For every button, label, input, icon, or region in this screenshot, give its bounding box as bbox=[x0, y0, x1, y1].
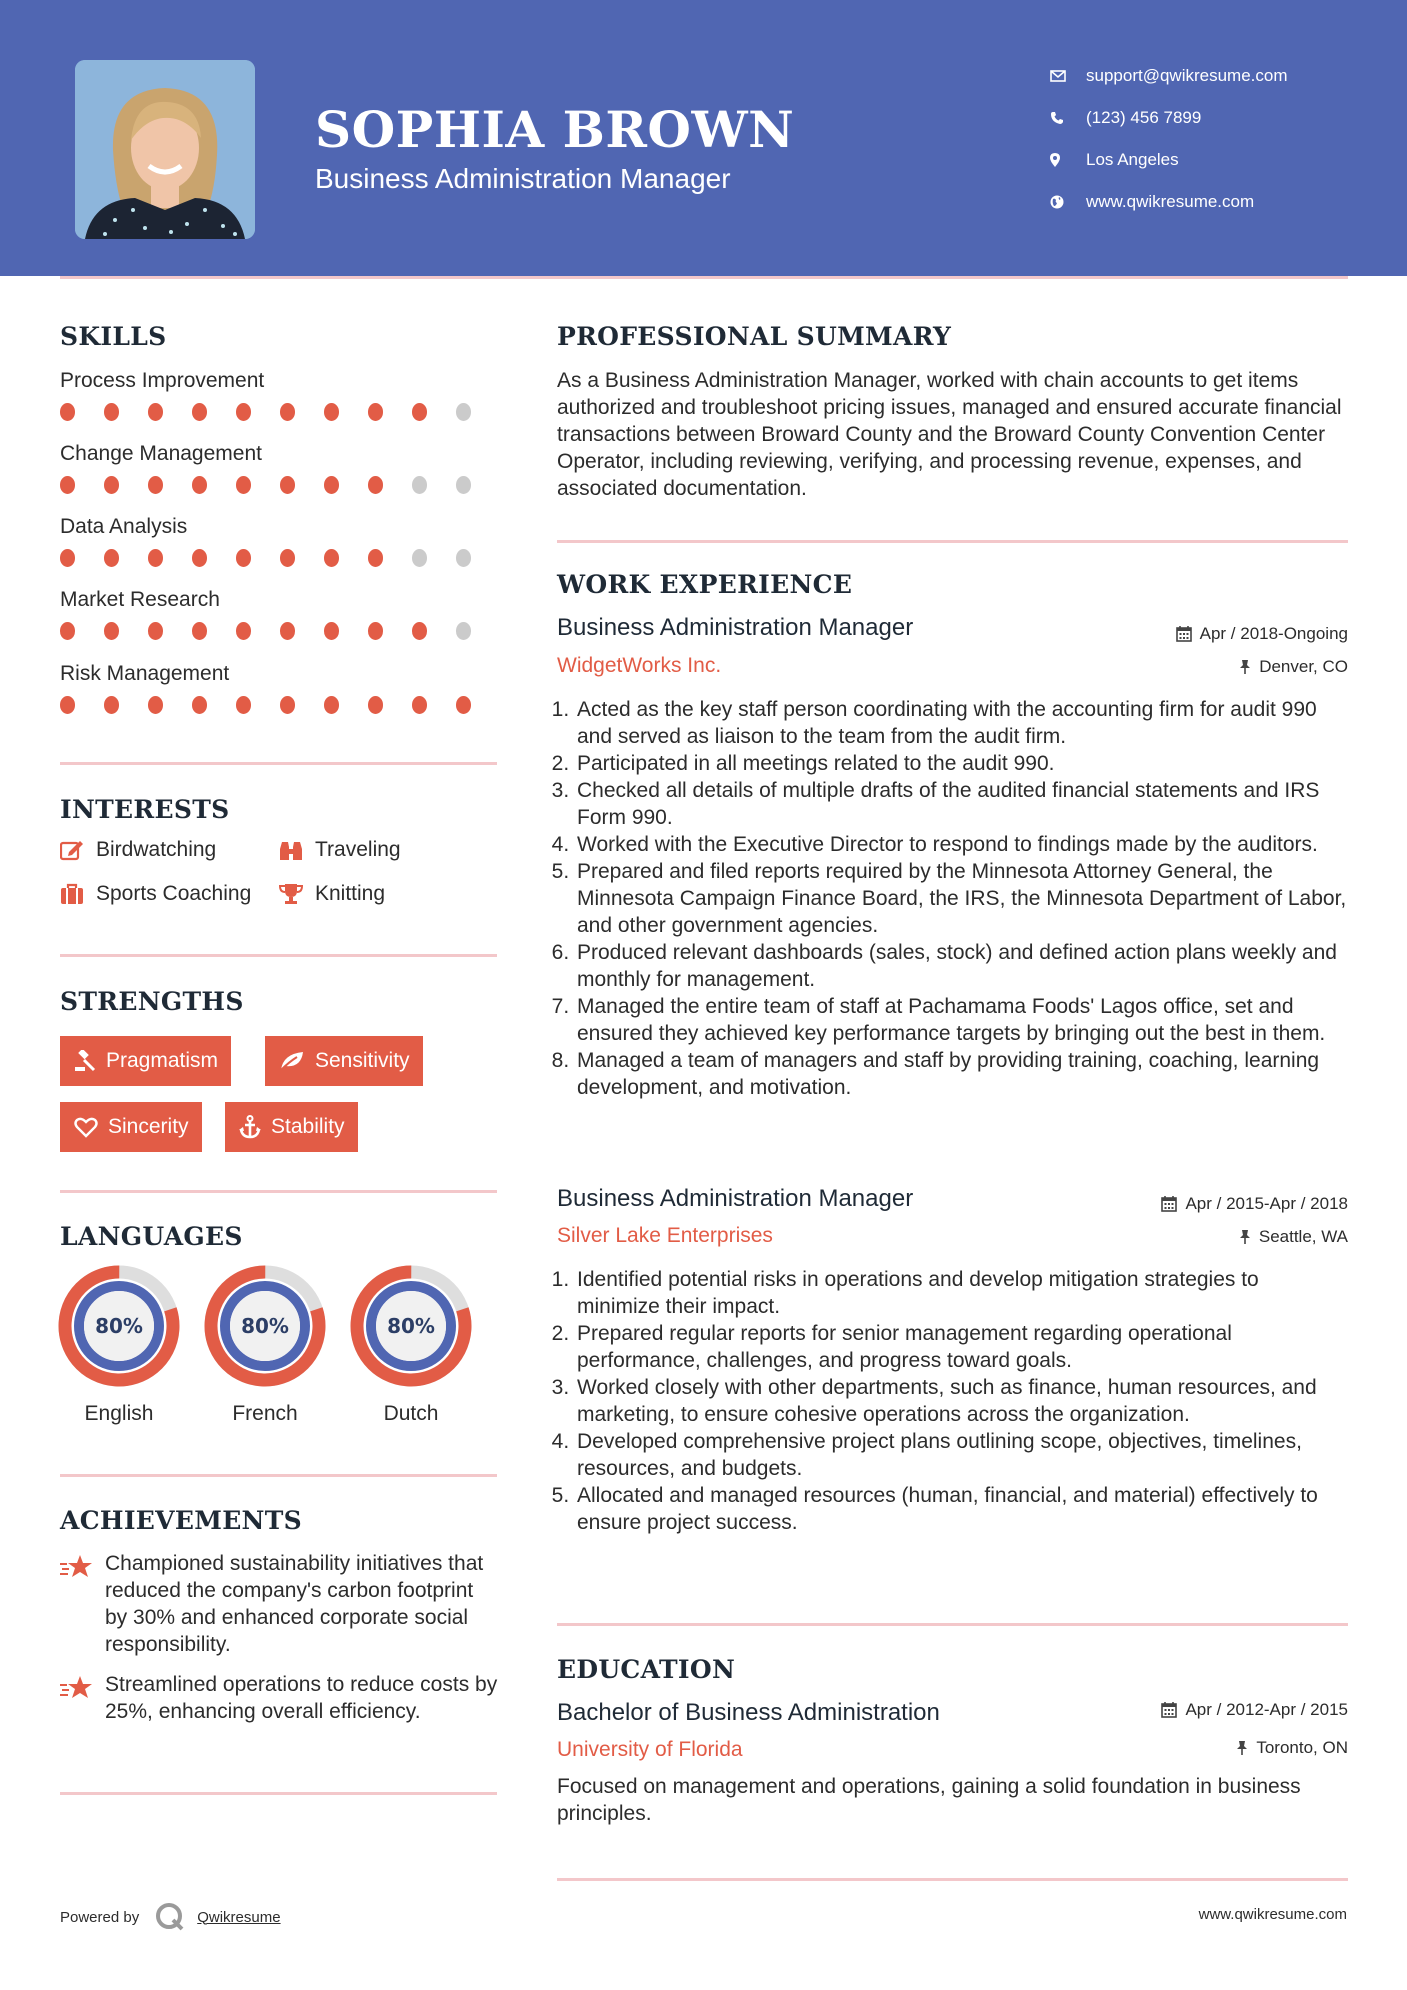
skill-name: Change Management bbox=[60, 442, 262, 465]
rating-dot-filled bbox=[104, 622, 119, 640]
rating-dot-filled bbox=[412, 403, 427, 421]
skill-rating bbox=[60, 622, 500, 640]
calendar-icon bbox=[1161, 1196, 1177, 1212]
rating-dot-empty bbox=[456, 476, 471, 494]
company-name: Silver Lake Enterprises bbox=[557, 1224, 773, 1247]
rating-dot-filled bbox=[104, 403, 119, 421]
rating-dot-filled bbox=[324, 696, 339, 714]
rating-dot-filled bbox=[60, 476, 75, 494]
gavel-icon bbox=[74, 1050, 96, 1072]
rating-dot-filled bbox=[148, 476, 163, 494]
rating-dot-filled bbox=[368, 549, 383, 567]
section-divider bbox=[60, 1792, 497, 1795]
skill-rating bbox=[60, 476, 500, 494]
header-divider bbox=[60, 276, 1348, 279]
language-gauge bbox=[58, 1265, 180, 1387]
rating-dot-filled bbox=[60, 696, 75, 714]
rating-dot-filled bbox=[60, 549, 75, 567]
skill-item bbox=[60, 442, 500, 494]
duty-item: 2. Participated in all meetings related to the audit 990. bbox=[575, 750, 1347, 777]
achievement-item bbox=[60, 1550, 500, 1658]
skill-item bbox=[60, 369, 500, 421]
contact-phone-text: (123) 456 7899 bbox=[1086, 108, 1202, 127]
rating-dot-filled bbox=[280, 622, 295, 640]
briefcase-icon bbox=[60, 883, 84, 905]
degree-title: Bachelor of Business Administration bbox=[557, 1699, 940, 1726]
skill-name: Market Research bbox=[60, 588, 220, 611]
contact-email-text: support@qwikresume.com bbox=[1086, 66, 1288, 85]
pushpin-icon bbox=[1239, 659, 1251, 675]
rating-dot-filled bbox=[104, 696, 119, 714]
duty-item: 6. Produced relevant dashboards (sales, stock) and defined action plans weekly and monthly for management. bbox=[575, 939, 1347, 993]
rating-dot-filled bbox=[368, 622, 383, 640]
duty-item: 2. Prepared regular reports for senior management regarding operational performance, challenges, and progress toward goals. bbox=[575, 1320, 1347, 1374]
duty-item: 1. Acted as the key staff person coordinating with the accounting firm for audit 990 and served as liaison to the team from the audit firm. bbox=[575, 696, 1347, 750]
duty-item: 4. Worked with the Executive Director to respond to findings made by the auditors. bbox=[575, 831, 1347, 858]
calendar-icon bbox=[1161, 1702, 1177, 1718]
rating-dot-filled bbox=[324, 476, 339, 494]
interest-item bbox=[279, 882, 385, 906]
strengths-title: STRENGTHS bbox=[60, 987, 244, 1016]
rating-dot-empty bbox=[412, 476, 427, 494]
pushpin-icon bbox=[1236, 1740, 1248, 1756]
strength-label: Sincerity bbox=[108, 1115, 189, 1138]
experience-title: WORK EXPERIENCE bbox=[557, 570, 853, 599]
language-item bbox=[204, 1265, 326, 1426]
duty-item: 1. Identified potential risks in operations and develop mitigation strategies to minimize their impact. bbox=[575, 1266, 1347, 1320]
job-dates-text: Apr / 2015-Apr / 2018 bbox=[1185, 1194, 1348, 1213]
rating-dot-filled bbox=[280, 476, 295, 494]
language-gauge bbox=[350, 1265, 472, 1387]
rating-dot-filled bbox=[456, 696, 471, 714]
education-dates bbox=[1161, 1700, 1348, 1720]
job-location-text: Seattle, WA bbox=[1258, 1227, 1348, 1246]
section-divider bbox=[557, 1623, 1348, 1626]
section-divider bbox=[60, 954, 497, 957]
duty-item: 3. Worked closely with other departments, such as finance, human resources, and marketing, to ensure cohesive operations across the organization. bbox=[575, 1374, 1347, 1428]
pushpin-icon bbox=[1239, 1229, 1251, 1245]
interest-label: Knitting bbox=[315, 882, 386, 905]
language-gauge bbox=[204, 1265, 326, 1387]
rating-dot-filled bbox=[236, 403, 251, 421]
language-percent: 80% bbox=[387, 1314, 435, 1338]
duty-item: 5. Prepared and filed reports required by the Minnesota Attorney General, the Minnesota Campaign Finance Board, the IRS, the Minnesota Department of Labor, and other government agencies. bbox=[575, 858, 1347, 939]
rating-dot-filled bbox=[412, 696, 427, 714]
skills-title: SKILLS bbox=[60, 322, 167, 351]
education-location-text: Toronto, ON bbox=[1256, 1738, 1348, 1757]
rating-dot-filled bbox=[104, 476, 119, 494]
contact-list bbox=[1050, 55, 1370, 223]
language-item bbox=[350, 1265, 472, 1426]
language-name: Dutch bbox=[383, 1402, 439, 1425]
job-duties bbox=[557, 1266, 1347, 1536]
resume-header bbox=[0, 0, 1407, 276]
rating-dot-filled bbox=[236, 622, 251, 640]
profile-photo bbox=[75, 60, 255, 239]
skill-item bbox=[60, 515, 500, 567]
rating-dot-filled bbox=[60, 622, 75, 640]
job-title: Business Administration Manager bbox=[557, 614, 914, 641]
strength-label: Stability bbox=[271, 1115, 345, 1138]
interest-item bbox=[279, 838, 401, 862]
rating-dot-filled bbox=[324, 549, 339, 567]
rating-dot-filled bbox=[192, 622, 207, 640]
section-divider bbox=[60, 1190, 497, 1193]
rating-dot-filled bbox=[192, 403, 207, 421]
rating-dot-filled bbox=[192, 696, 207, 714]
language-name: French bbox=[232, 1402, 298, 1425]
education-location bbox=[1236, 1738, 1348, 1758]
skill-name: Process Improvement bbox=[60, 369, 265, 392]
achievement-text: Streamlined operations to reduce costs by 25%, enhancing overall efficiency. bbox=[105, 1673, 498, 1723]
strength-tag bbox=[265, 1036, 423, 1086]
skill-name: Data Analysis bbox=[60, 515, 188, 538]
rating-dot-filled bbox=[280, 403, 295, 421]
section-divider bbox=[60, 1474, 497, 1477]
footer-powered-by bbox=[60, 1900, 281, 1934]
calendar-icon bbox=[1176, 626, 1192, 642]
rating-dot-filled bbox=[412, 622, 427, 640]
language-item bbox=[58, 1265, 180, 1426]
summary-text: As a Business Administration Manager, worked with chain accounts to get items authorized and troubleshoot pricing issues, managed and ensured accurate financial transactions between Broward County and the Broward County Convention Center Operator, including reviewing, verifying, and processing revenue, expenses, and associated documentation. bbox=[557, 369, 1342, 500]
rating-dot-empty bbox=[456, 622, 471, 640]
section-divider bbox=[557, 1878, 1348, 1881]
language-name: English bbox=[84, 1402, 154, 1425]
job-location-text: Denver, CO bbox=[1259, 657, 1348, 676]
languages-title: LANGUAGES bbox=[60, 1222, 243, 1251]
phone-icon bbox=[1050, 111, 1064, 125]
rating-dot-filled bbox=[324, 622, 339, 640]
candidate-role: Business Administration Manager bbox=[315, 163, 731, 194]
map-pin-icon bbox=[1050, 153, 1060, 167]
job-location bbox=[1239, 657, 1348, 677]
rating-dot-filled bbox=[236, 476, 251, 494]
pencil-square-icon bbox=[60, 839, 84, 861]
globe-icon bbox=[1050, 195, 1064, 209]
contact-website[interactable] bbox=[1050, 181, 1370, 223]
duty-item: 3. Checked all details of multiple drafts of the audited financial statements and IRS Form 990. bbox=[575, 777, 1347, 831]
shooting-star-icon bbox=[60, 1554, 94, 1580]
interest-label: Sports Coaching bbox=[96, 882, 252, 905]
trophy-icon bbox=[279, 883, 303, 905]
rating-dot-filled bbox=[192, 549, 207, 567]
rating-dot-empty bbox=[412, 549, 427, 567]
contact-email[interactable] bbox=[1050, 55, 1370, 97]
heart-icon bbox=[74, 1116, 98, 1138]
contact-location bbox=[1050, 139, 1370, 181]
rating-dot-filled bbox=[148, 696, 163, 714]
rating-dot-filled bbox=[148, 549, 163, 567]
section-divider bbox=[557, 540, 1348, 543]
duty-item: 7. Managed the entire team of staff at Pachamama Foods' Lagos office, set and ensured they achieved key performance targets by bringing out the best in them. bbox=[575, 993, 1347, 1047]
achievement-item bbox=[60, 1671, 500, 1725]
job-duties bbox=[557, 696, 1347, 1101]
education-dates-text: Apr / 2012-Apr / 2015 bbox=[1185, 1700, 1348, 1719]
leaf-icon bbox=[279, 1050, 305, 1072]
interest-label: Birdwatching bbox=[96, 838, 217, 861]
rating-dot-filled bbox=[148, 403, 163, 421]
contact-location-text: Los Angeles bbox=[1086, 150, 1179, 169]
job-location bbox=[1239, 1227, 1348, 1247]
job-dates-text: Apr / 2018-Ongoing bbox=[1199, 624, 1348, 643]
shooting-star-icon bbox=[60, 1675, 94, 1701]
envelope-icon bbox=[1050, 70, 1066, 82]
skill-name: Risk Management bbox=[60, 662, 230, 685]
school-name: University of Florida bbox=[557, 1738, 743, 1761]
interest-item bbox=[60, 882, 251, 906]
duty-item: 4. Developed comprehensive project plans outlining scope, objectives, timelines, resources, and budgets. bbox=[575, 1428, 1347, 1482]
interests-title: INTERESTS bbox=[60, 795, 230, 824]
strength-label: Pragmatism bbox=[106, 1049, 219, 1072]
interest-item bbox=[60, 838, 216, 862]
duty-item: 8. Managed a team of managers and staff by providing training, coaching, learning development, and motivation. bbox=[575, 1047, 1347, 1101]
rating-dot-filled bbox=[368, 403, 383, 421]
contact-website-text: www.qwikresume.com bbox=[1086, 192, 1255, 211]
education-title: EDUCATION bbox=[557, 1655, 736, 1684]
rating-dot-filled bbox=[192, 476, 207, 494]
rating-dot-filled bbox=[148, 622, 163, 640]
achievements-title: ACHIEVEMENTS bbox=[60, 1506, 302, 1535]
achievement-text: Championed sustainability initiatives that reduced the company's carbon footprint by 30% and enhanced corporate social responsibility. bbox=[105, 1552, 484, 1656]
contact-phone[interactable] bbox=[1050, 97, 1370, 139]
interest-label: Traveling bbox=[315, 838, 401, 861]
rating-dot-filled bbox=[236, 549, 251, 567]
qwikresume-logo-icon bbox=[153, 1900, 187, 1934]
rating-dot-filled bbox=[368, 696, 383, 714]
summary-title: PROFESSIONAL SUMMARY bbox=[557, 322, 952, 351]
rating-dot-filled bbox=[280, 696, 295, 714]
job-dates bbox=[1161, 1194, 1348, 1214]
job-dates bbox=[1176, 624, 1348, 644]
language-percent: 80% bbox=[95, 1314, 143, 1338]
rating-dot-filled bbox=[60, 403, 75, 421]
strength-tag bbox=[60, 1102, 202, 1152]
company-name: WidgetWorks Inc. bbox=[557, 654, 722, 677]
rating-dot-empty bbox=[456, 403, 471, 421]
education-description: Focused on management and operations, gaining a solid foundation in business principles. bbox=[557, 1775, 1301, 1825]
job-title: Business Administration Manager bbox=[557, 1185, 914, 1212]
skill-rating bbox=[60, 549, 500, 567]
brand-link[interactable]: Qwikresume bbox=[197, 1908, 281, 1926]
skill-rating bbox=[60, 403, 500, 421]
footer-website[interactable]: www.qwikresume.com bbox=[1198, 1906, 1347, 1923]
skill-item bbox=[60, 588, 500, 640]
rating-dot-filled bbox=[236, 696, 251, 714]
rating-dot-filled bbox=[104, 549, 119, 567]
rating-dot-empty bbox=[456, 549, 471, 567]
candidate-name: SOPHIA BROWN bbox=[315, 100, 795, 159]
rating-dot-filled bbox=[324, 403, 339, 421]
skill-item bbox=[60, 662, 500, 714]
duty-item: 5. Allocated and managed resources (human, financial, and material) effectively to ensure project success. bbox=[575, 1482, 1347, 1536]
strength-label: Sensitivity bbox=[315, 1049, 410, 1072]
rating-dot-filled bbox=[368, 476, 383, 494]
language-percent: 80% bbox=[241, 1314, 289, 1338]
strength-tag bbox=[60, 1036, 231, 1086]
section-divider bbox=[60, 762, 497, 765]
skill-rating bbox=[60, 696, 500, 714]
strength-tag bbox=[225, 1102, 358, 1152]
rating-dot-filled bbox=[280, 549, 295, 567]
binoculars-icon bbox=[279, 839, 303, 861]
powered-by-label: Powered by bbox=[60, 1908, 140, 1926]
anchor-icon bbox=[239, 1115, 261, 1139]
